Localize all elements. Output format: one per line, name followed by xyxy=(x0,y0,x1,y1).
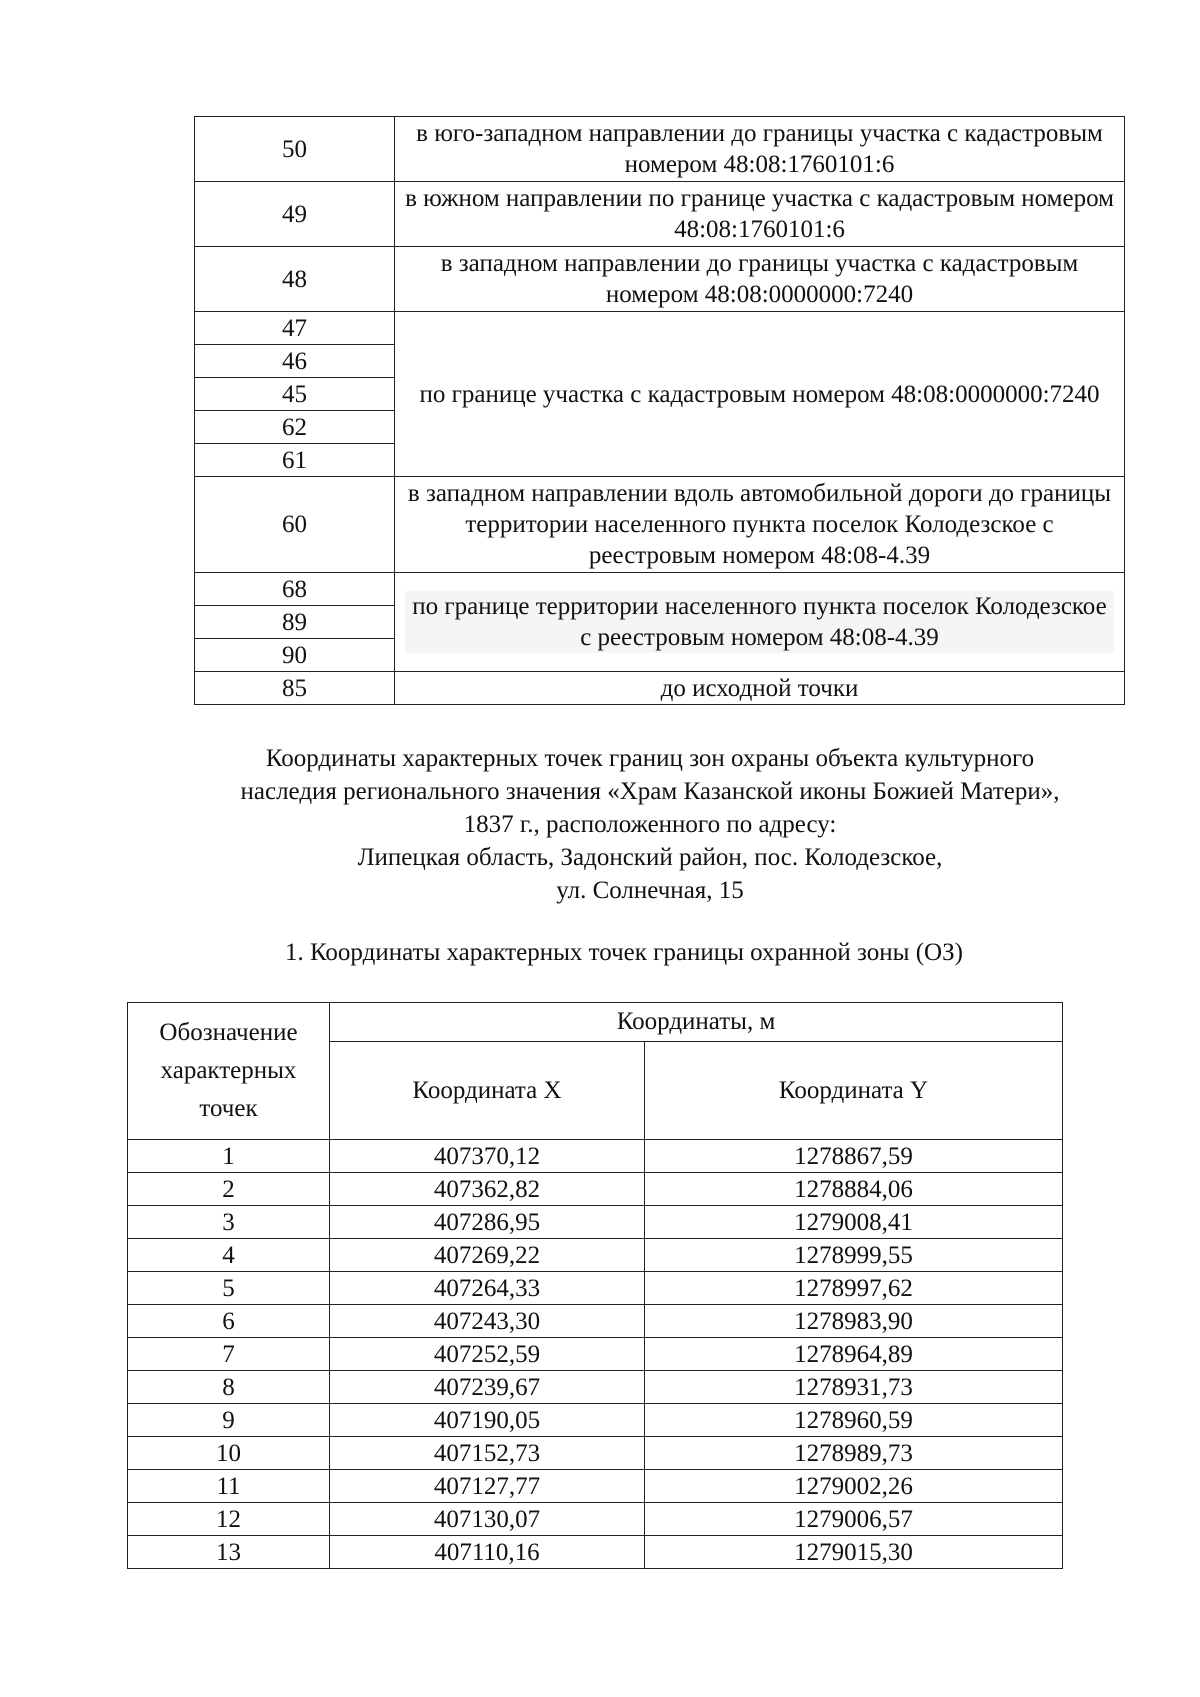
coordinate-x-cell: 407264,33 xyxy=(330,1272,645,1305)
coordinate-x-cell: 407152,73 xyxy=(330,1437,645,1470)
description-cell: в южном направлении по границе участка с кадастровым номером 48:08:1760101:6 xyxy=(395,182,1125,247)
coordinate-y-cell: 1279002,26 xyxy=(645,1470,1063,1503)
coordinate-y-cell: 1278964,89 xyxy=(645,1338,1063,1371)
heading-line: ул. Солнечная, 15 xyxy=(556,877,744,904)
coordinate-x-cell: 407239,67 xyxy=(330,1371,645,1404)
heading-line: 1837 г., расположенного по адресу: xyxy=(463,811,837,838)
table-row xyxy=(128,1272,1063,1305)
table-row xyxy=(195,247,1125,312)
point-cell: 6 xyxy=(128,1305,330,1338)
point-number-cell: 90 xyxy=(195,639,395,672)
table-row xyxy=(195,182,1125,247)
point-cell: 3 xyxy=(128,1206,330,1239)
header-points: Обозначение характерных точек xyxy=(128,1003,330,1140)
coordinates-table-body xyxy=(128,1140,1063,1569)
coordinate-x-cell: 407127,77 xyxy=(330,1470,645,1503)
coordinate-x-cell: 407252,59 xyxy=(330,1338,645,1371)
coordinate-x-cell: 407130,07 xyxy=(330,1503,645,1536)
coordinate-x-cell: 407110,16 xyxy=(330,1536,645,1569)
header-coordinate-y: Координата Y xyxy=(645,1042,1063,1140)
table-row xyxy=(195,117,1125,182)
point-cell: 7 xyxy=(128,1338,330,1371)
coordinate-x-cell: 407362,82 xyxy=(330,1173,645,1206)
coordinates-table xyxy=(127,1002,1063,1569)
point-cell: 5 xyxy=(128,1272,330,1305)
point-number-cell: 46 xyxy=(195,345,395,378)
description-cell xyxy=(395,573,1125,672)
header-coordinate-x: Координата X xyxy=(330,1042,645,1140)
coordinate-y-cell: 1278931,73 xyxy=(645,1371,1063,1404)
table-row xyxy=(195,312,1125,345)
coordinate-y-cell: 1278983,90 xyxy=(645,1305,1063,1338)
table-row xyxy=(128,1206,1063,1239)
table-row xyxy=(128,1140,1063,1173)
coordinates-table-header xyxy=(128,1003,1063,1140)
point-number-cell: 47 xyxy=(195,312,395,345)
coordinate-y-cell: 1278884,06 xyxy=(645,1173,1063,1206)
point-cell: 9 xyxy=(128,1404,330,1437)
coordinate-y-cell: 1278989,73 xyxy=(645,1437,1063,1470)
coordinate-x-cell: 407243,30 xyxy=(330,1305,645,1338)
coordinate-y-cell: 1278999,55 xyxy=(645,1239,1063,1272)
point-cell: 11 xyxy=(128,1470,330,1503)
heading-line: наследия регионального значения «Храм Казанской иконы Божией Матери», xyxy=(240,778,1060,805)
coordinate-y-cell: 1278960,59 xyxy=(645,1404,1063,1437)
coordinate-y-cell: 1278997,62 xyxy=(645,1272,1063,1305)
table-row xyxy=(128,1173,1063,1206)
point-cell: 4 xyxy=(128,1239,330,1272)
coordinate-y-cell: 1279006,57 xyxy=(645,1503,1063,1536)
coordinate-y-cell: 1278867,59 xyxy=(645,1140,1063,1173)
route-table-body xyxy=(195,117,1125,705)
table-row xyxy=(195,573,1125,606)
point-number-cell: 48 xyxy=(195,247,395,312)
table-row xyxy=(128,1503,1063,1536)
point-number-cell: 85 xyxy=(195,672,395,705)
coordinate-y-cell: 1279015,30 xyxy=(645,1536,1063,1569)
point-number-cell: 89 xyxy=(195,606,395,639)
point-cell: 13 xyxy=(128,1536,330,1569)
table-row xyxy=(128,1239,1063,1272)
table-row xyxy=(128,1437,1063,1470)
description-cell: по границе участка с кадастровым номером 48:08:0000000:7240 xyxy=(395,312,1125,477)
point-number-cell: 49 xyxy=(195,182,395,247)
description-cell: в юго-западном направлении до границы участка с кадастровым номером 48:08:1760101:6 xyxy=(395,117,1125,182)
point-number-cell: 68 xyxy=(195,573,395,606)
point-cell: 12 xyxy=(128,1503,330,1536)
point-number-cell: 61 xyxy=(195,444,395,477)
point-cell: 2 xyxy=(128,1173,330,1206)
coordinate-x-cell: 407269,22 xyxy=(330,1239,645,1272)
coordinate-y-cell: 1279008,41 xyxy=(645,1206,1063,1239)
point-number-cell: 62 xyxy=(195,411,395,444)
coordinate-x-cell: 407286,95 xyxy=(330,1206,645,1239)
table-row xyxy=(128,1404,1063,1437)
description-cell: в западном направлении вдоль автомобильной дороги до границы территории населенного пункта поселок Колодезское с реестровым номером 48:08-4.39 xyxy=(395,477,1125,573)
heading-line: Координаты характерных точек границ зон охраны объекта культурного xyxy=(265,745,1035,772)
point-cell: 10 xyxy=(128,1437,330,1470)
table-row xyxy=(195,672,1125,705)
description-cell: в западном направлении до границы участка с кадастровым номером 48:08:0000000:7240 xyxy=(395,247,1125,312)
header-coordinates: Координаты, м xyxy=(330,1003,1063,1042)
point-cell: 8 xyxy=(128,1371,330,1404)
heading-line: Липецкая область, Задонский район, пос. Колодезское, xyxy=(357,844,943,871)
document-heading xyxy=(150,742,1150,907)
table-row xyxy=(128,1371,1063,1404)
description-cell: до исходной точки xyxy=(395,672,1125,705)
coordinate-x-cell: 407370,12 xyxy=(330,1140,645,1173)
point-cell: 1 xyxy=(128,1140,330,1173)
table-row xyxy=(195,477,1125,573)
table-row xyxy=(128,1470,1063,1503)
description-text: по границе территории населенного пункта поселок Колодезское с реестровым номером 48:08-4.39 xyxy=(405,591,1114,653)
table-row xyxy=(128,1536,1063,1569)
section-title: 1. Координаты характерных точек границы охранной зоны (ОЗ) xyxy=(285,939,963,966)
route-description-table xyxy=(194,116,1125,705)
table-row xyxy=(128,1305,1063,1338)
table-row xyxy=(128,1338,1063,1371)
coordinate-x-cell: 407190,05 xyxy=(330,1404,645,1437)
point-number-cell: 45 xyxy=(195,378,395,411)
point-number-cell: 50 xyxy=(195,117,395,182)
point-number-cell: 60 xyxy=(195,477,395,573)
